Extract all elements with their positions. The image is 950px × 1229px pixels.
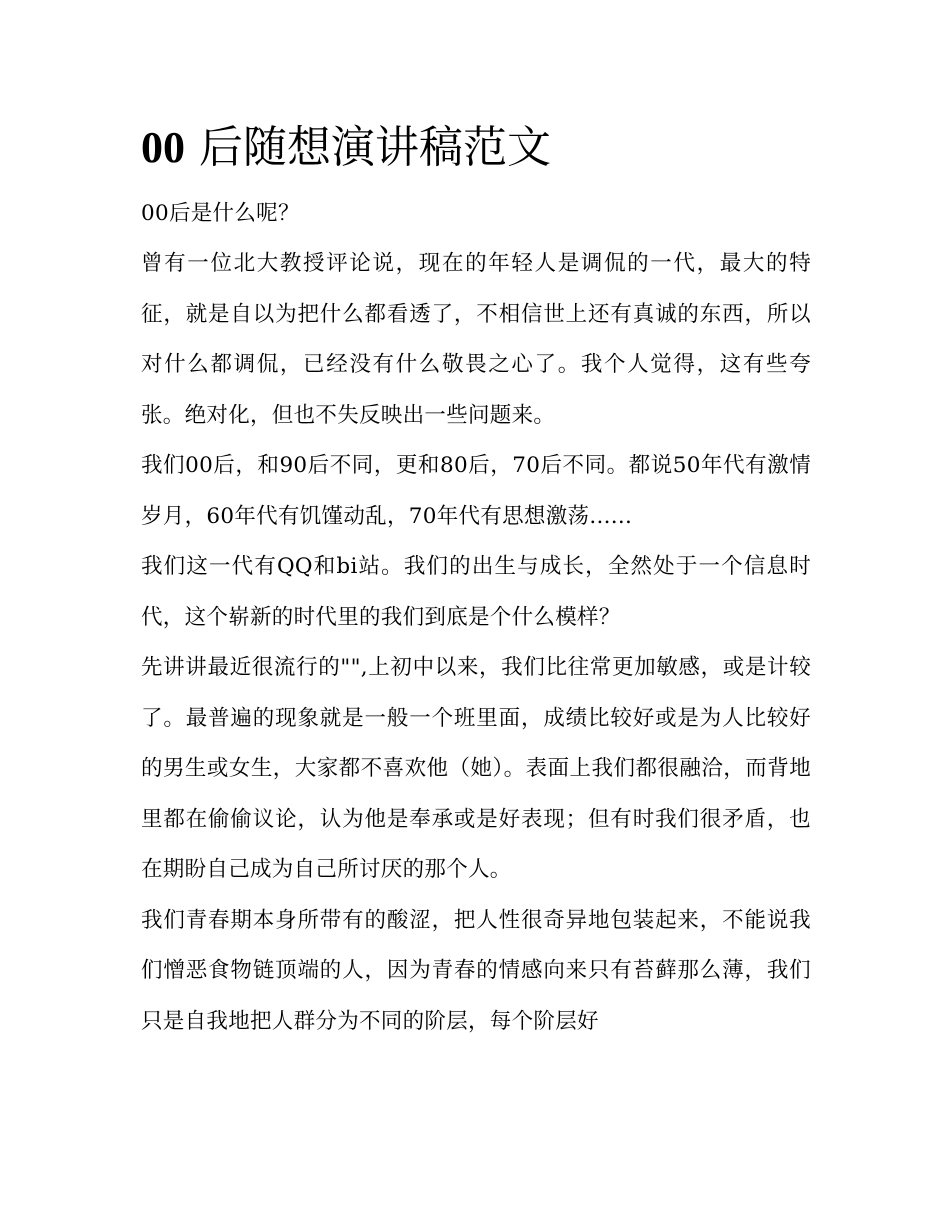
paragraph-1: 00后是什么呢？ [141, 201, 300, 226]
paragraph-6: 我们青春期本身所带有的酸涩，把人性很奇异地包装起来，不能说我们憎恶食物链顶端的人，因为青春的情感向来只有苔藓那么薄，我们只是自我地把人群分为不同的阶层，每个阶层好 [141, 907, 811, 1034]
paragraph-4: 我们这一代有QQ和bi站。我们的出生与成长，全然处于一个信息时代，这个崭新的时代里的我们到底是个什么模样？ [141, 554, 811, 630]
document-page [141, 118, 811, 1047]
document-title [141, 118, 811, 178]
paragraph-5: 先讲讲最近很流行的"",上初中以来，我们比往常更加敏感，或是计较了。最普遍的现象就是一般一个班里面，成绩比较好或是为人比较好的男生或女生，大家都不喜欢他（她）。表面上我们都很融洽，而背地里都在偷偷议论，认为他是奉承或是好表现；但有时我们很矛盾，也在期盼自己成为自己所讨厌的那个人。 [141, 655, 811, 882]
paragraph-3: 我们00后，和90后不同，更和80后，70后不同。都说50年代有激情岁月，60年代有饥馑动乱，70年代有思想激荡...... [141, 453, 811, 529]
title-text: 后随想演讲稿范文 [199, 122, 551, 173]
title-number: 00 [141, 123, 185, 172]
paragraph-2: 曾有一位北大教授评论说，现在的年轻人是调侃的一代，最大的特征，就是自以为把什么都看透了，不相信世上还有真诚的东西，所以对什么都调侃，已经没有什么敬畏之心了。我个人觉得，这有些夸张。绝对化，但也不失反映出一些问题来。 [141, 251, 811, 428]
